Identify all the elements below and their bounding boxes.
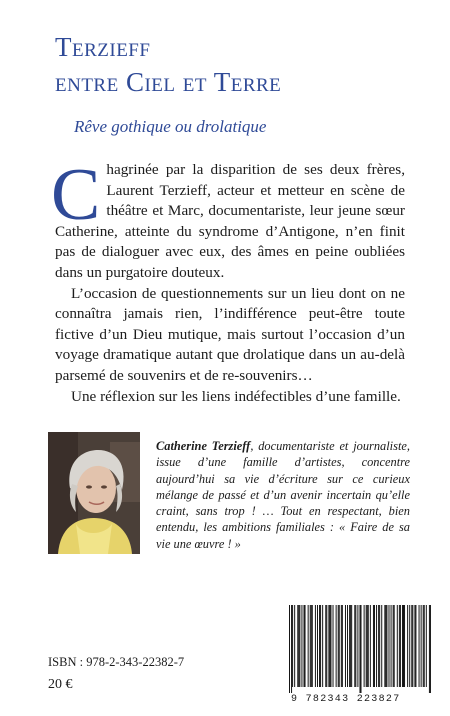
barcode-bar xyxy=(426,605,427,687)
barcode-bar xyxy=(368,605,369,687)
barcode-bar xyxy=(349,605,350,687)
barcode-bar xyxy=(345,605,346,687)
drop-cap-letter: C xyxy=(51,154,101,236)
blurb-paragraph-3: Une réflexion sur les liens indéfectibles d’une famille. xyxy=(71,387,401,405)
barcode-bar xyxy=(357,605,358,687)
barcode-bar xyxy=(412,605,413,687)
barcode-bar xyxy=(415,605,416,687)
barcode-image xyxy=(289,605,431,693)
barcode-bar xyxy=(407,605,408,687)
author-name: Catherine Terzieff xyxy=(156,439,251,453)
barcode-bar xyxy=(402,605,403,687)
barcode-bar xyxy=(289,605,290,693)
barcode-bar xyxy=(310,605,311,687)
barcode-bar xyxy=(297,605,298,687)
isbn-number: ISBN : 978-2-343-22382-7 xyxy=(48,655,185,669)
barcode-bar xyxy=(328,605,329,687)
barcode-bar xyxy=(333,605,334,687)
barcode-bar xyxy=(330,605,331,687)
barcode-bar xyxy=(329,605,330,687)
barcode-bar xyxy=(366,605,367,687)
book-title xyxy=(55,30,415,100)
barcode-bar xyxy=(325,605,326,687)
barcode-bar xyxy=(326,605,327,687)
barcode-bar xyxy=(397,605,398,687)
barcode-bar xyxy=(385,605,386,687)
blurb-paragraph-1-text: hagrinée par la disparition de ses deux frères, Laurent Terzieff, acteur et metteur en scène de théâtre et Marc, documentariste, leur jeune sœur Catherine, atteinte du syndrome d’Antigone, n’en finit pas de dialoguer avec eux, des âmes en peine oubliées dans un purgatoire douteux. xyxy=(55,161,405,281)
barcode-bar xyxy=(373,605,374,687)
barcode-bar xyxy=(404,605,405,687)
barcode-bar xyxy=(308,605,309,687)
barcode-bar xyxy=(389,605,390,687)
barcode-bar xyxy=(414,605,415,687)
barcode-bar xyxy=(391,605,392,687)
barcode-bar xyxy=(319,605,320,687)
barcode-bar xyxy=(421,605,422,687)
barcode-bar xyxy=(400,605,401,687)
barcode-bar xyxy=(367,605,368,687)
barcode-bar xyxy=(342,605,343,687)
barcode-bar xyxy=(394,605,395,687)
barcode-bar xyxy=(339,605,340,687)
book-title-line-1: Terzieff xyxy=(55,32,151,62)
barcode-bar xyxy=(361,605,362,693)
author-bio xyxy=(156,438,410,552)
barcode-bar xyxy=(399,605,400,687)
blurb-paragraph-1 xyxy=(51,154,405,284)
barcode-digits: 9 782343 223827 xyxy=(291,694,401,705)
barcode-bar xyxy=(384,605,385,687)
barcode-bar xyxy=(305,605,306,687)
barcode-bar xyxy=(355,605,356,687)
barcode-bar xyxy=(304,605,305,687)
barcode-bar xyxy=(338,605,339,687)
barcode-bar xyxy=(336,605,337,687)
barcode-bar xyxy=(430,605,431,693)
barcode-bar xyxy=(301,605,302,687)
book-subtitle: Rêve gothique ou drolatique xyxy=(74,117,267,136)
barcode-bar xyxy=(294,605,295,687)
barcode-bar xyxy=(376,605,377,687)
barcode-bar xyxy=(298,605,299,687)
barcode-bar xyxy=(379,605,380,687)
barcode-bar xyxy=(374,605,375,687)
barcode-bar xyxy=(419,605,420,687)
barcode-bar xyxy=(354,605,355,687)
barcode-bar xyxy=(292,605,293,687)
barcode-bar xyxy=(411,605,412,687)
barcode-bar xyxy=(351,605,352,687)
barcode-bar xyxy=(320,605,321,687)
barcode-bar xyxy=(312,605,313,687)
barcode-bar xyxy=(350,605,351,687)
book-title-line-2: entre Ciel et Terre xyxy=(55,67,282,97)
barcode-bar xyxy=(347,605,348,687)
barcode-bar xyxy=(291,605,292,693)
barcode-bar xyxy=(341,605,342,687)
author-bio-paragraph xyxy=(156,438,410,552)
barcode-bar xyxy=(393,605,394,687)
blurb-paragraph-2: L’occasion de questionnements sur un lieu dont on ne connaîtra jamais rien, l’indifférence peut-être toute fictive d’un Dieu mutique, mais surtout l’occasion d’un voyage dramatique autant que drolatique dans un au-delà parsemé de souvenirs et de re-souvenirs… xyxy=(55,284,405,384)
barcode-bar xyxy=(370,605,371,687)
author-photo xyxy=(48,432,140,554)
barcode-bar xyxy=(409,605,410,687)
back-cover-blurb xyxy=(51,154,405,407)
barcode-bar xyxy=(315,605,316,687)
barcode-bar xyxy=(429,605,430,693)
barcode-bar xyxy=(317,605,318,687)
barcode-bar xyxy=(311,605,312,687)
barcode-bar xyxy=(322,605,323,687)
barcode-bar xyxy=(299,605,300,687)
price: 20 € xyxy=(48,677,73,692)
barcode-bar xyxy=(364,605,365,687)
barcode-bar xyxy=(359,605,360,693)
barcode-bar xyxy=(386,605,387,687)
barcode-bar xyxy=(378,605,379,687)
barcode-bar xyxy=(424,605,425,687)
barcode-bar xyxy=(423,605,424,687)
barcode-bar xyxy=(381,605,382,687)
author-portrait-image xyxy=(48,432,140,554)
barcode-bar xyxy=(403,605,404,687)
author-bio-text: , documentariste et journaliste, issue d’une famille d’artistes, concentre aujourd’hui sa vie d’écriture sur ce curieux mélange de passé et d’un avenir incertain qu’elle craint, sans trop ! … Tout en respectant, bien entendu, les ambitions familiales : « Faire de sa vie une œuvre ! » xyxy=(156,439,410,551)
